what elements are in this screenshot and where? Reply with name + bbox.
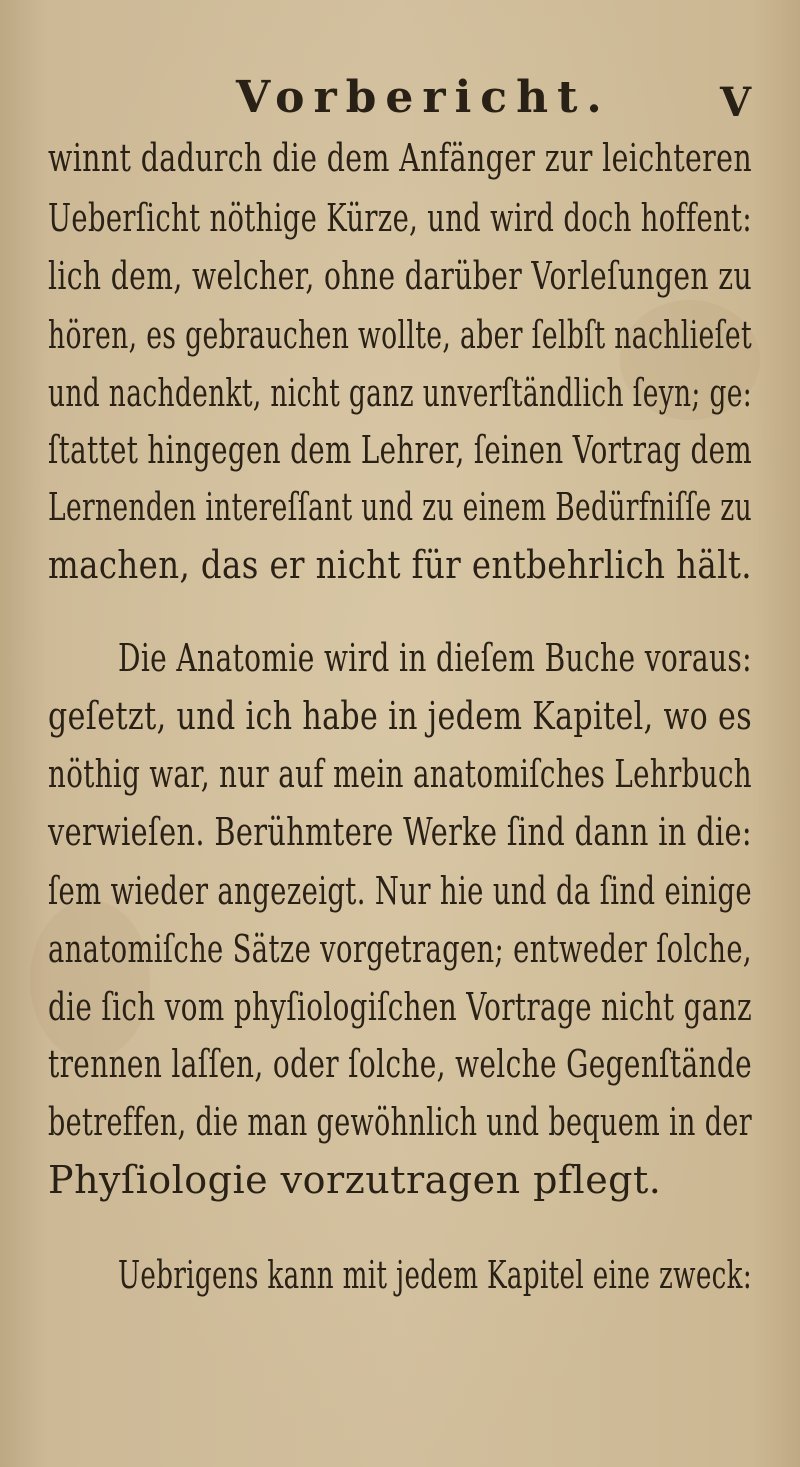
text-line: ſem wieder angezeigt. Nur hie und da ſind einige <box>48 869 752 913</box>
page-number: V <box>720 79 752 126</box>
text-line: geſetzt, und ich habe in jedem Kapitel, wo es <box>48 694 752 738</box>
text-line: lich dem, welcher, ohne darüber Vorleſungen zu <box>48 254 752 298</box>
text-line: und nachdenkt, nicht ganz unverſtändlich ſeyn; ge: <box>48 371 752 415</box>
text-line: ſtattet hingegen dem Lehrer, ſeinen Vortrag dem <box>48 428 752 472</box>
text-line: betreffen, die man gewöhnlich und bequem in der <box>48 1100 752 1144</box>
text-line: nöthig war, nur auf mein anatomiſches Lehrbuch <box>48 752 752 796</box>
text-line: Ueberſicht nöthige Kürze, und wird doch hoffent: <box>48 196 752 240</box>
text-line: trennen laſſen, oder ſolche, welche Gegenſtände <box>48 1042 752 1086</box>
text-line: hören, es gebrauchen wollte, aber ſelbſt nachlieſet <box>48 313 752 357</box>
text-line: Uebrigens kann mit jedem Kapitel eine zweck: <box>118 1253 752 1297</box>
text-line: winnt dadurch die dem Anfänger zur leichteren <box>48 136 752 180</box>
text-line: Phyſiologie vorzutragen pflegt. <box>48 1158 662 1202</box>
text-line: verwieſen. Berühmtere Werke ſind dann in die: <box>48 810 752 854</box>
text-line: Die Anatomie wird in dieſem Buche voraus: <box>118 636 752 680</box>
running-title: Vorbericht. <box>236 72 611 123</box>
text-line: Lernenden intereſſant und zu einem Bedürfniſſe zu <box>48 485 752 529</box>
text-line: die ſich vom phyſiologiſchen Vortrage nicht ganz <box>48 985 752 1029</box>
text-line: anatomiſche Sätze vorgetragen; entweder ſolche, <box>48 927 752 971</box>
text-line: machen, das er nicht für entbehrlich hält. <box>48 543 752 587</box>
